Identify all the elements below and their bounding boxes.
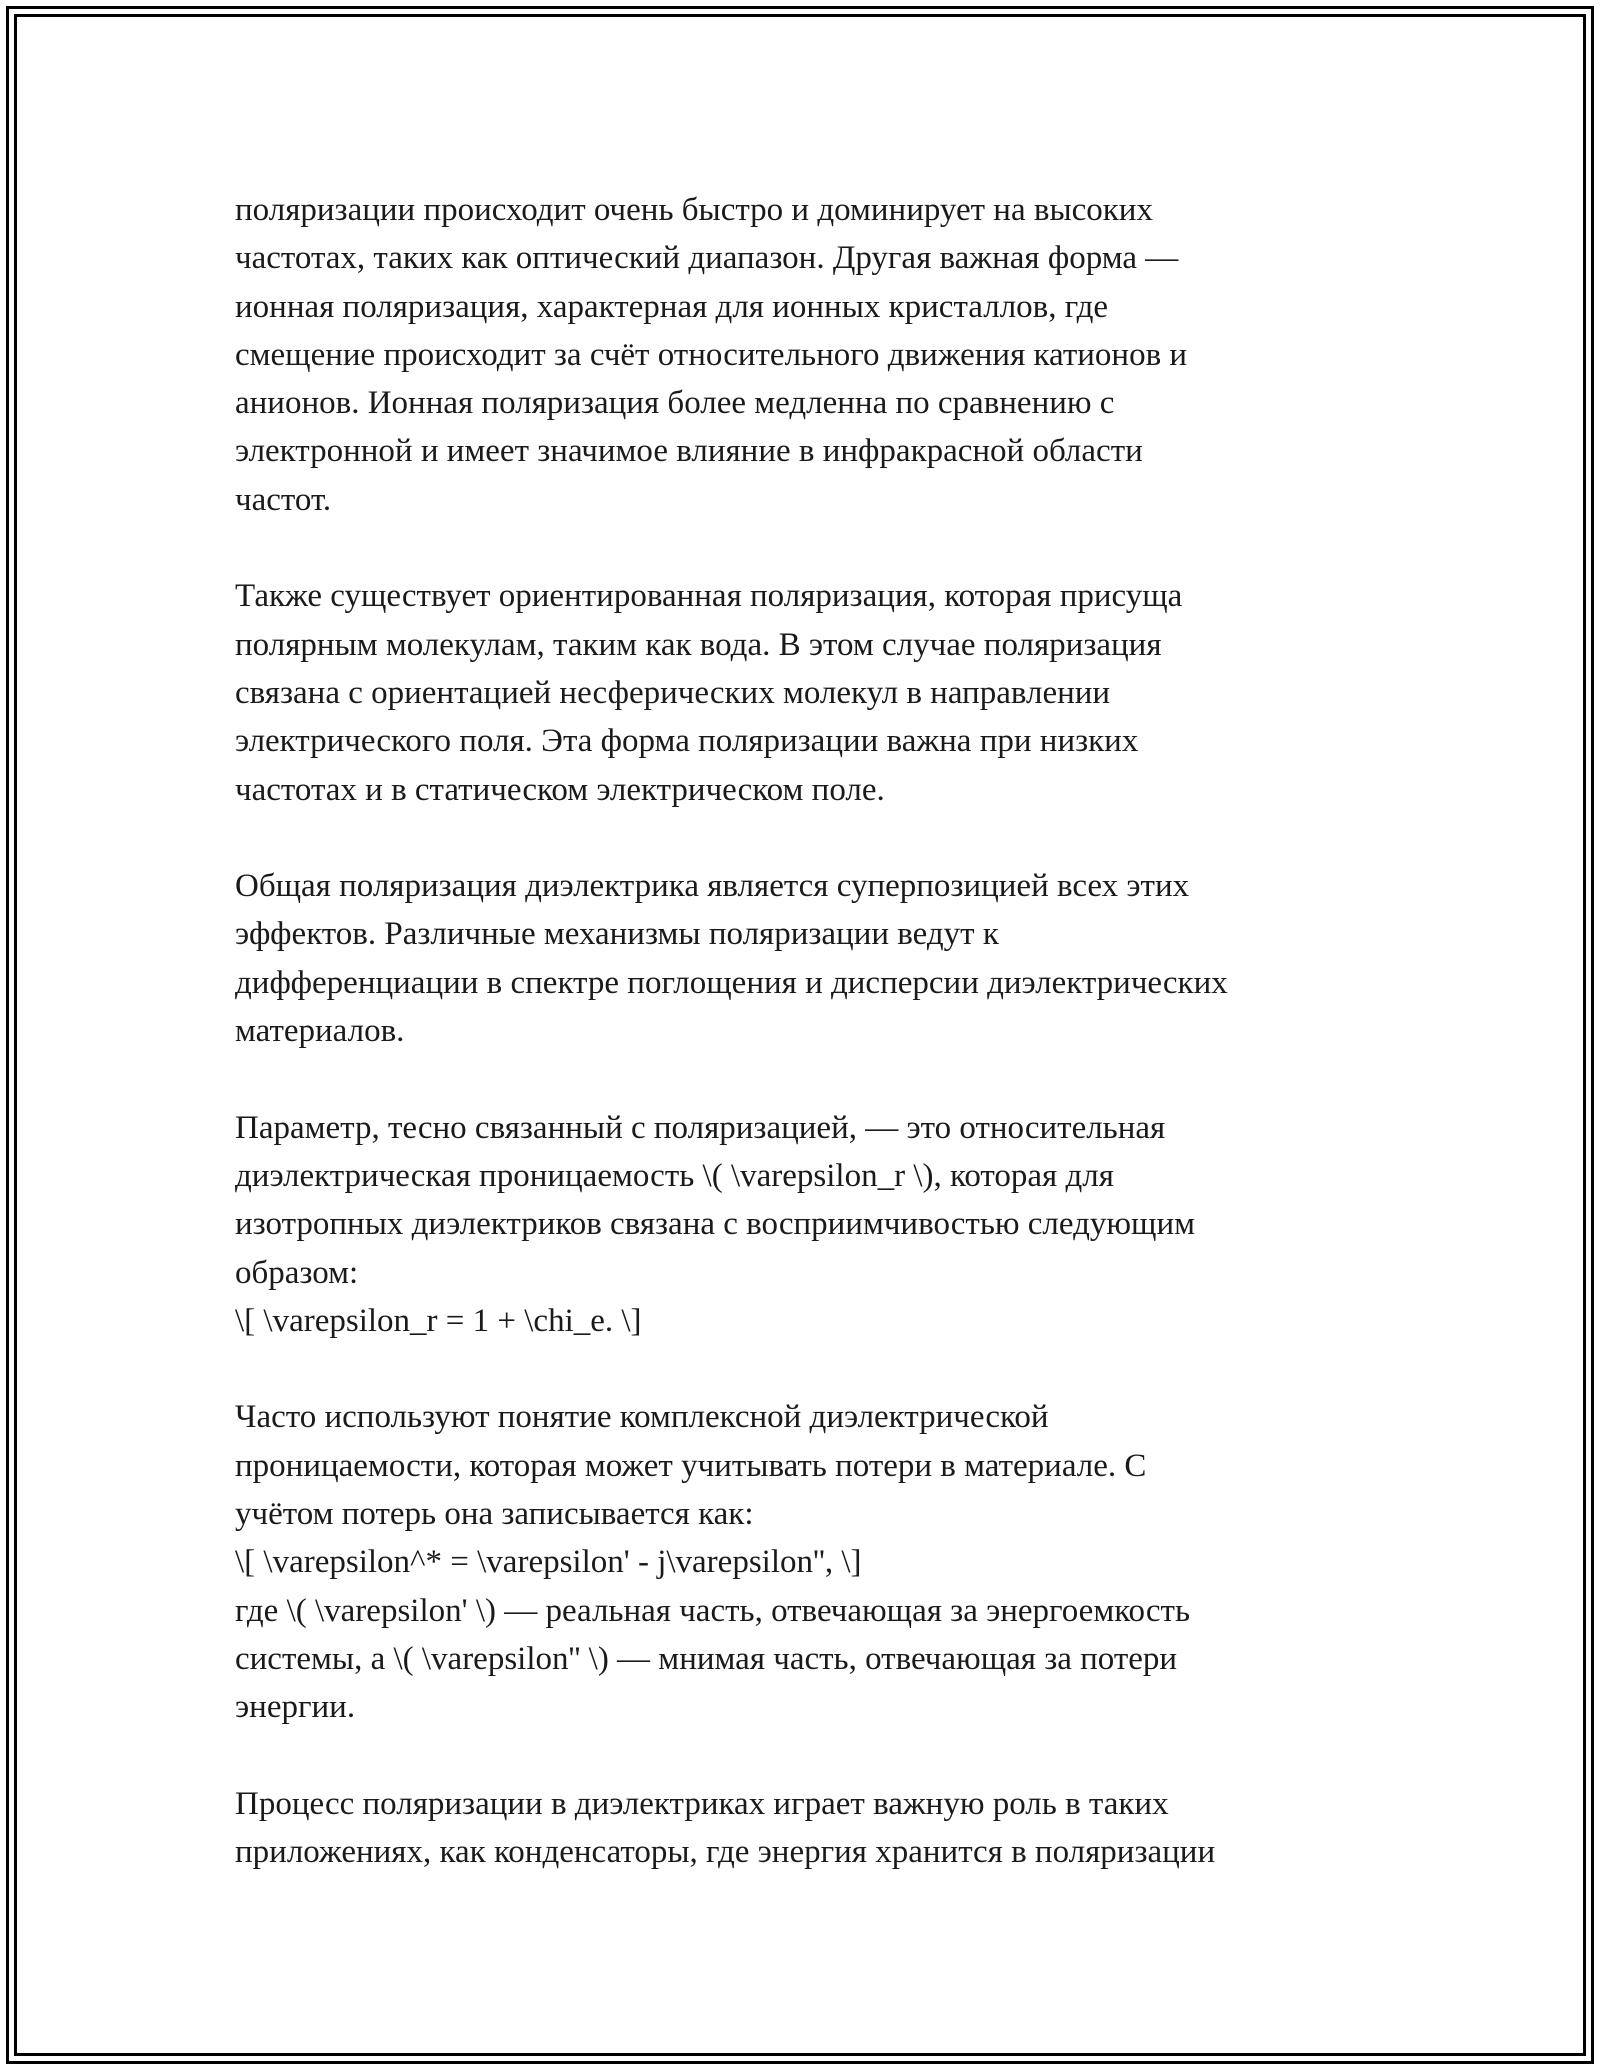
text-line: энергии.	[235, 1689, 356, 1726]
text-line: ионная поляризация, характерная для ионных кристаллов, где	[235, 288, 1109, 325]
text-line: Общая поляризация диэлектрика является суперпозицией всех этих	[235, 868, 1190, 905]
text-line: эффектов. Различные механизмы поляризации ведут к	[235, 916, 999, 953]
text-line: системы, а \( \varepsilon'' \) — мнимая часть, отвечающая за потери	[235, 1640, 1178, 1677]
text-line: электрического поля. Эта форма поляризации важна при низких	[235, 723, 1139, 760]
paragraph-3	[235, 862, 1365, 1055]
text-line: материалов.	[235, 1013, 405, 1050]
text-line: Также существует ориентированная поляризация, которая присуща	[235, 578, 1183, 615]
text-line: проницаемости, которая может учитывать потери в материале. С	[235, 1447, 1147, 1484]
text-line: образом:	[235, 1254, 359, 1291]
formula-line: \[ \varepsilon_r = 1 + \chi_e. \]	[235, 1302, 642, 1339]
text-line: поляризации происходит очень быстро и доминирует на высоких	[235, 192, 1153, 228]
text-line: Параметр, тесно связанный с поляризацией, — это относительная	[235, 1109, 1166, 1146]
text-line: связана с ориентацией несферических молекул в направлении	[235, 674, 1111, 711]
document-body	[235, 186, 1365, 1925]
text-line: дифференциации в спектре поглощения и дисперсии диэлектрических	[235, 964, 1228, 1001]
text-line: приложениях, как конденсаторы, где энергия хранится в поляризации	[235, 1834, 1216, 1871]
text-line: полярным молекулам, таким как вода. В этом случае поляризация	[235, 626, 1162, 663]
text-line: учётом потерь она записывается как:	[235, 1496, 754, 1533]
text-line: электронной и имеет значимое влияние в инфракрасной области	[235, 433, 1143, 470]
paragraph-5	[235, 1393, 1365, 1731]
text-line: частотах и в статическом электрическом поле.	[235, 771, 885, 808]
text-line: частот.	[235, 481, 332, 518]
paragraph-2	[235, 572, 1365, 813]
text-line: диэлектрическая проницаемость \( \varepsilon_r \), которая для	[235, 1157, 1114, 1194]
text-line: смещение происходит за счёт относительного движения катионов и	[235, 336, 1188, 373]
paragraph-1	[235, 186, 1365, 524]
text-line: где \( \varepsilon' \) — реальная часть, отвечающая за энергоемкость	[235, 1592, 1191, 1629]
paragraph-4	[235, 1104, 1365, 1345]
text-line: Часто используют понятие комплексной диэлектрической	[235, 1399, 1049, 1436]
text-line: изотропных диэлектриков связана с восприимчивостью следующим	[235, 1206, 1196, 1243]
text-line: анионов. Ионная поляризация более медленна по сравнению с	[235, 385, 1115, 422]
text-line: частотах, таких как оптический диапазон. Другая важная форма —	[235, 240, 1179, 277]
text-line: Процесс поляризации в диэлектриках играет важную роль в таких	[235, 1785, 1169, 1822]
formula-line: \[ \varepsilon^* = \varepsilon' - j\varepsilon'', \]	[235, 1544, 862, 1581]
paragraph-6	[235, 1780, 1365, 1877]
